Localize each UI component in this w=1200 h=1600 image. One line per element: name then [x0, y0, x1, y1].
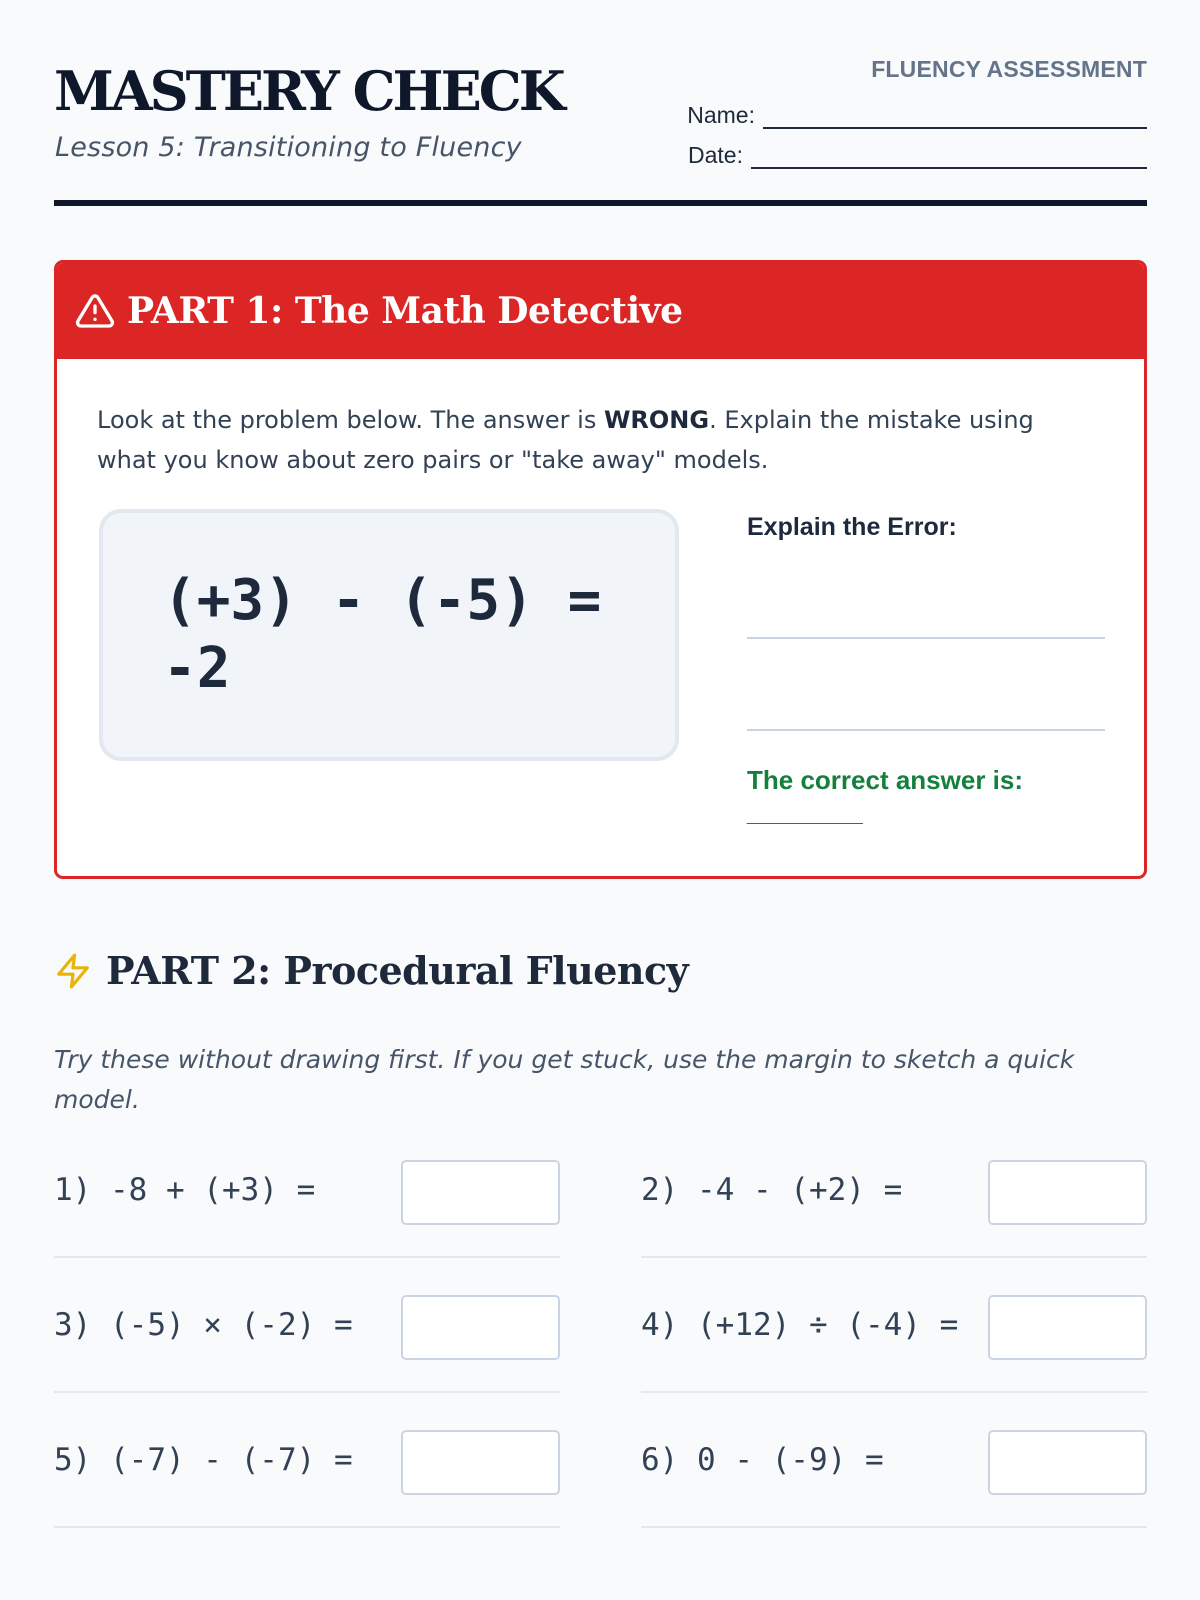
explain-error-label: Explain the Error: — [747, 513, 957, 541]
lightning-icon — [54, 950, 92, 992]
problem-text: 2) -4 - (+2) = — [641, 1172, 903, 1208]
page-title: MASTERY CHECK — [54, 59, 563, 123]
name-label: Name: — [687, 102, 755, 128]
date-label: Date: — [688, 142, 743, 168]
error-problem-box — [99, 509, 679, 761]
answer-box[interactable] — [988, 1295, 1147, 1360]
warning-triangle-icon — [75, 291, 115, 331]
instructions-emphasis: WRONG — [603, 406, 710, 434]
problem-text: 4) (+12) ÷ (-4) = — [641, 1307, 959, 1343]
correct-answer-blank[interactable]: ________ — [747, 797, 863, 827]
explanation-line[interactable] — [747, 729, 1105, 731]
problem-item — [54, 1293, 560, 1393]
instructions-text-start: Look at the problem below. The answer is — [97, 406, 604, 434]
assessment-label: FLUENCY ASSESSMENT — [871, 56, 1147, 82]
instructions-text-end: . Explain the mistake using what you know about zero pairs or "take away" models. — [97, 406, 1034, 474]
problem-text: 5) (-7) - (-7) = — [54, 1442, 353, 1478]
answer-box[interactable] — [988, 1160, 1147, 1225]
name-line[interactable] — [763, 107, 1147, 129]
answer-box[interactable] — [401, 1160, 560, 1225]
answer-box[interactable] — [988, 1430, 1147, 1495]
problem-item — [641, 1158, 1147, 1258]
problem-text: 1) -8 + (+3) = — [54, 1172, 316, 1208]
explanation-line[interactable] — [747, 637, 1105, 639]
part1-title: PART 1: The Math Detective — [127, 290, 683, 332]
answer-box[interactable] — [401, 1430, 560, 1495]
part1-header — [57, 263, 1144, 359]
problem-item — [54, 1428, 560, 1528]
date-field[interactable] — [688, 142, 1147, 169]
problem-item — [641, 1293, 1147, 1393]
problem-item — [54, 1158, 560, 1258]
worksheet-header — [54, 50, 1147, 210]
error-problem: (+3) - (-5) = -2 — [163, 568, 636, 701]
name-field[interactable] — [687, 102, 1147, 129]
header-divider — [54, 200, 1147, 206]
correct-answer-label: The correct answer is: — [747, 765, 1023, 795]
page-subtitle: Lesson 5: Transitioning to Fluency — [55, 132, 522, 163]
problem-text: 6) 0 - (-9) = — [641, 1442, 884, 1478]
answer-box[interactable] — [401, 1295, 560, 1360]
part2-title: PART 2: Procedural Fluency — [106, 948, 689, 993]
problem-item — [641, 1428, 1147, 1528]
part2-instructions: Try these without drawing first. If you get stuck, use the margin to sketch a quick model. — [54, 1045, 1075, 1114]
part1-instructions — [97, 400, 1097, 480]
problem-text: 3) (-5) × (-2) = — [54, 1307, 353, 1343]
part2-header — [54, 948, 688, 993]
part1-card — [54, 260, 1147, 879]
date-line[interactable] — [751, 147, 1147, 169]
